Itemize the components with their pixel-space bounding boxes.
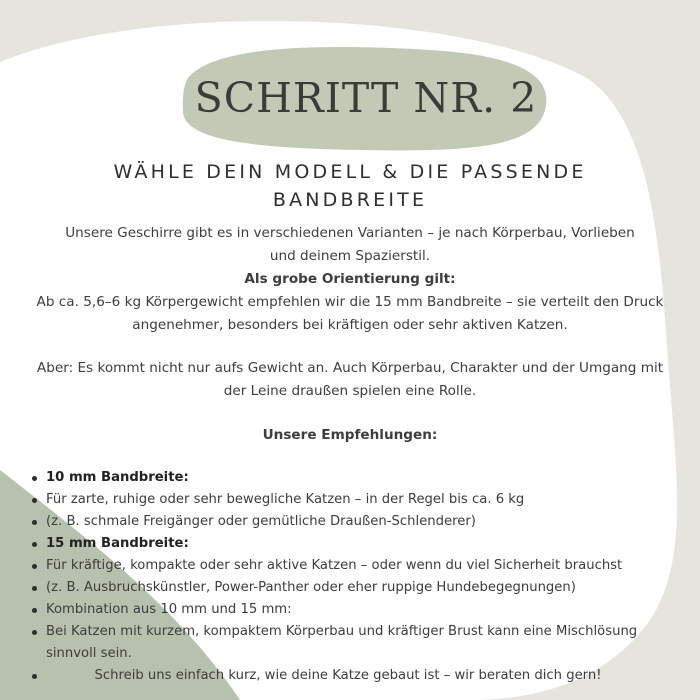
subtitle-line-1: WÄHLE DEIN MODELL & DIE PASSENDE bbox=[113, 161, 587, 183]
list-item: Für zarte, ruhige oder sehr bewegliche Katzen – in der Regel bis ca. 6 kg bbox=[30, 489, 690, 511]
note-paragraph bbox=[20, 357, 680, 403]
recommendations-heading: Unsere Empfehlungen: bbox=[262, 427, 438, 443]
orientation-line-2: angenehmer, besonders bei kräftigen oder sehr aktiven Katzen. bbox=[132, 317, 568, 333]
note-line-2: der Leine draußen spielen eine Rolle. bbox=[223, 383, 477, 399]
note-line-1: Aber: Es kommt nicht nur aufs Gewicht an. Auch Körperbau, Charakter und der Umgang mit bbox=[36, 360, 664, 376]
list-item: (z. B. schmale Freigänger oder gemütliche Draußen-Schlenderer) bbox=[30, 511, 690, 533]
intro-line-2: und deinem Spazierstil. bbox=[269, 248, 431, 264]
list-item: (z. B. Ausbruchskünstler, Power-Panther oder eher ruppige Hundebegegnungen) bbox=[30, 577, 690, 599]
intro-line-1: Unsere Geschirre gibt es in verschiedenen Varianten – je nach Körperbau, Vorlieben bbox=[65, 225, 635, 241]
list-item: Schreib uns einfach kurz, wie deine Katze gebaut ist – wir beraten dich gern! bbox=[30, 665, 690, 687]
recommendations-list bbox=[30, 467, 690, 687]
subtitle-line-2: BANDBREITE bbox=[272, 189, 428, 211]
list-item: 15 mm Bandbreite: bbox=[30, 533, 690, 555]
intro-paragraph bbox=[20, 222, 680, 337]
list-item: Kombination aus 10 mm und 15 mm: bbox=[30, 599, 690, 621]
list-item: Bei Katzen mit kurzem, kompaktem Körperbau und kräftiger Brust kann eine Mischlösung sinnvoll sein. bbox=[30, 621, 690, 665]
list-item: Für kräftige, kompakte oder sehr aktive Katzen – oder wenn du viel Sicherheit brauchst bbox=[30, 555, 690, 577]
orientation-heading: Als grobe Orientierung gilt: bbox=[244, 271, 456, 287]
subtitle bbox=[60, 158, 640, 214]
orientation-line-1: Ab ca. 5,6–6 kg Körpergewicht empfehlen wir die 15 mm Bandbreite – sie verteilt den Druck bbox=[36, 294, 664, 310]
page-title: SCHRITT NR. 2 bbox=[194, 74, 538, 122]
list-item: 10 mm Bandbreite: bbox=[30, 467, 690, 489]
